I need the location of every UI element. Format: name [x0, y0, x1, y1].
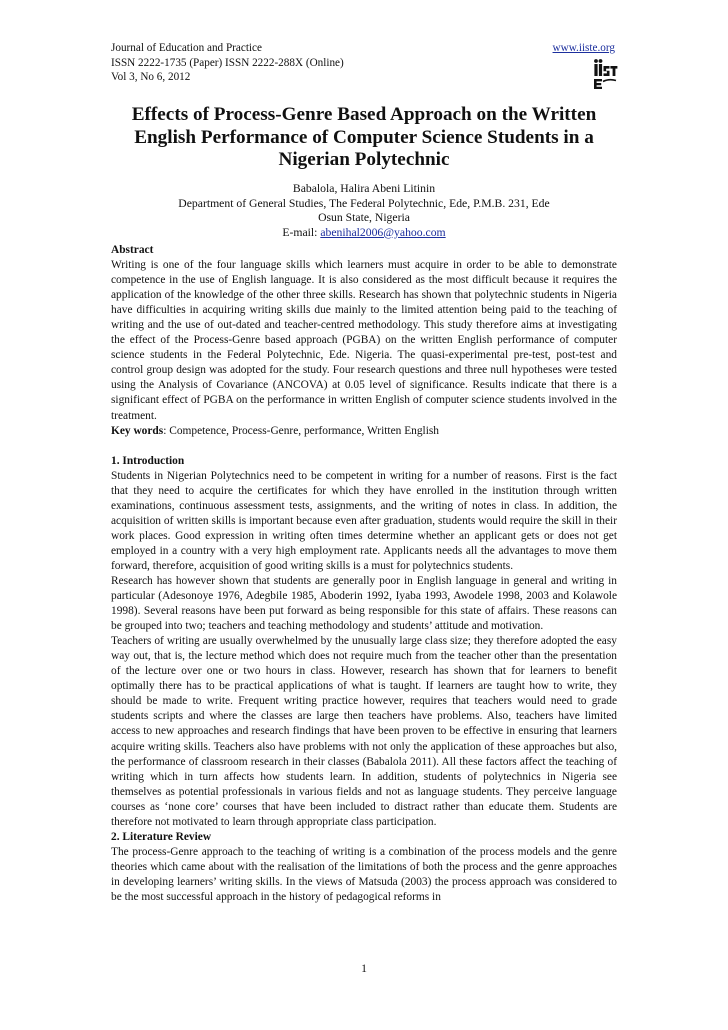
keywords-text: : Competence, Process-Genre, performance, Written English [163, 424, 439, 437]
section-heading-literature-review: 2. Literature Review [111, 830, 212, 843]
author-state: Osun State, Nigeria [318, 211, 410, 225]
author-email-line [111, 226, 617, 241]
intro-paragraph-3: Teachers of writing are usually overwhelmed by the unusually large class size; they therefore adopted the easy way out, that is, the lecture method which does not require much from the teacher other than the presentation of the lecture over one or two hours in class. However, research has shown that for learners to benefit optimally there has to be practical applications of what is taught. If learners are taught how to write, they should be made to write. Frequent writing practice however, requires that teachers would need to grade students scripts and where the classes are large then teachers have problems. Also, teachers have limited access to new approaches and research findings that have been proven to be effective in ensuring that learners acquire writing skills. Teachers also have problems with not only the application of these approaches but also, the performance of classroom research in their classes (Babalola 2011). All these factors affect the teaching of writing which in turn affects how students learn. In addition, students of polytechnics in Nigeria see themselves as potential professionals in various fields and not as language students. They perceive language courses as ‘none core’ courses that have been included to distract rather than educate them. Students are therefore not motivated to learn through appropriate class participation. [111, 635, 617, 828]
keywords-line [111, 424, 617, 439]
abstract-heading: Abstract [111, 244, 154, 256]
intro-paragraph-2: Research has however shown that students are generally poor in English language in general and writing in particular (Adesonoye 1976, Adegbile 1985, Aboderin 1992, Iyaba 1993, Awodele 1998, 2003 and Kolawole 1998). Several reasons have been put forward as being responsible for this state of affairs. These reasons can be grouped into two; teachers and teaching methodology and students’ attitude and motivation. [111, 574, 617, 633]
paper-body [111, 243, 617, 905]
journal-name: Journal of Education and Practice [111, 42, 262, 54]
journal-volume: Vol 3, No 6, 2012 [111, 71, 191, 84]
spacer [111, 439, 617, 454]
author-name: Babalola, Halira Abeni Litinin [292, 182, 436, 195]
page-number: 1 [361, 962, 367, 975]
iiste-logo [593, 57, 619, 89]
paper-title: Effects of Process-Genre Based Approach on the Written English Performance of Computer Science Students in a Nigerian Polytechnic [131, 104, 597, 171]
keywords-label: Key words [111, 424, 164, 437]
author-department: Department of General Studies, The Federal Polytechnic, Ede, P.M.B. 231, Ede [178, 196, 550, 210]
abstract-text: Writing is one of the four language skills which learners must acquire in order to be able to demonstrate competence in the use of English language. It is also considered as the most difficult because it requires the application of the knowledge of the other three skills. Research has shown that polytechnic students in Nigeria have difficulties in acquiring writing skills due mainly to the limited attention being paid to the teaching of writing and the use of out-dated and teacher-centred methodology. This study therefore aims at investigating the effect of the Process-Genre based approach (PGBA) on the written English performance of computer science students in the Federal Polytechnic, Ede. Nigeria. The quasi-experimental pre-test, post-test and control group design was adopted for the study. Four research questions and three null hypotheses were tested using the Analysis of Covariance (ANCOVA) at 0.05 level of significance. Results indicate that there is a significant effect of PGBA on the performance in written English of computer science students involved in the treatment. [111, 259, 617, 422]
literature-paragraph: The process-Genre approach to the teaching of writing is a combination of the process models and the genre theories which came about with the realisation of the limitations of both the process and the genre approaches in developing learners’ writing skills. In the views of Matsuda (2003) the process approach was considered to be the most successful approach in the history of pedagogical reforms in [111, 845, 617, 903]
email-label: E-mail: [282, 225, 321, 239]
journal-issn: ISSN 2222-1735 (Paper) ISSN 2222-288X (Online) [111, 56, 344, 69]
logo-text: IISTE [593, 57, 596, 58]
author-block [111, 182, 617, 240]
journal-header [111, 41, 344, 85]
journal-url-link[interactable]: www.iiste.org [552, 42, 615, 54]
email-link[interactable]: abenihal2006@yahoo.com [320, 225, 446, 239]
section-heading-introduction: 1. Introduction [111, 454, 185, 467]
intro-paragraph-1: Students in Nigerian Polytechnics need to be competent in writing for a number of reasons. First is the fact that they need to acquire the certificates for which they have enrolled in the institution through written examinations, continuous assessment tests, assignments, and the writing of notes in class. In addition, the acquisition of written skills is important because even after graduation, students would require the skill in their work places. Good expression in writing often times determine whether an applicant gets or does not get employed in a country with a very high employment rate. Applicants needs all the advantages to move them forward, therefore, acquisition of good writing skills is a must for polytechnics students. [111, 469, 617, 572]
